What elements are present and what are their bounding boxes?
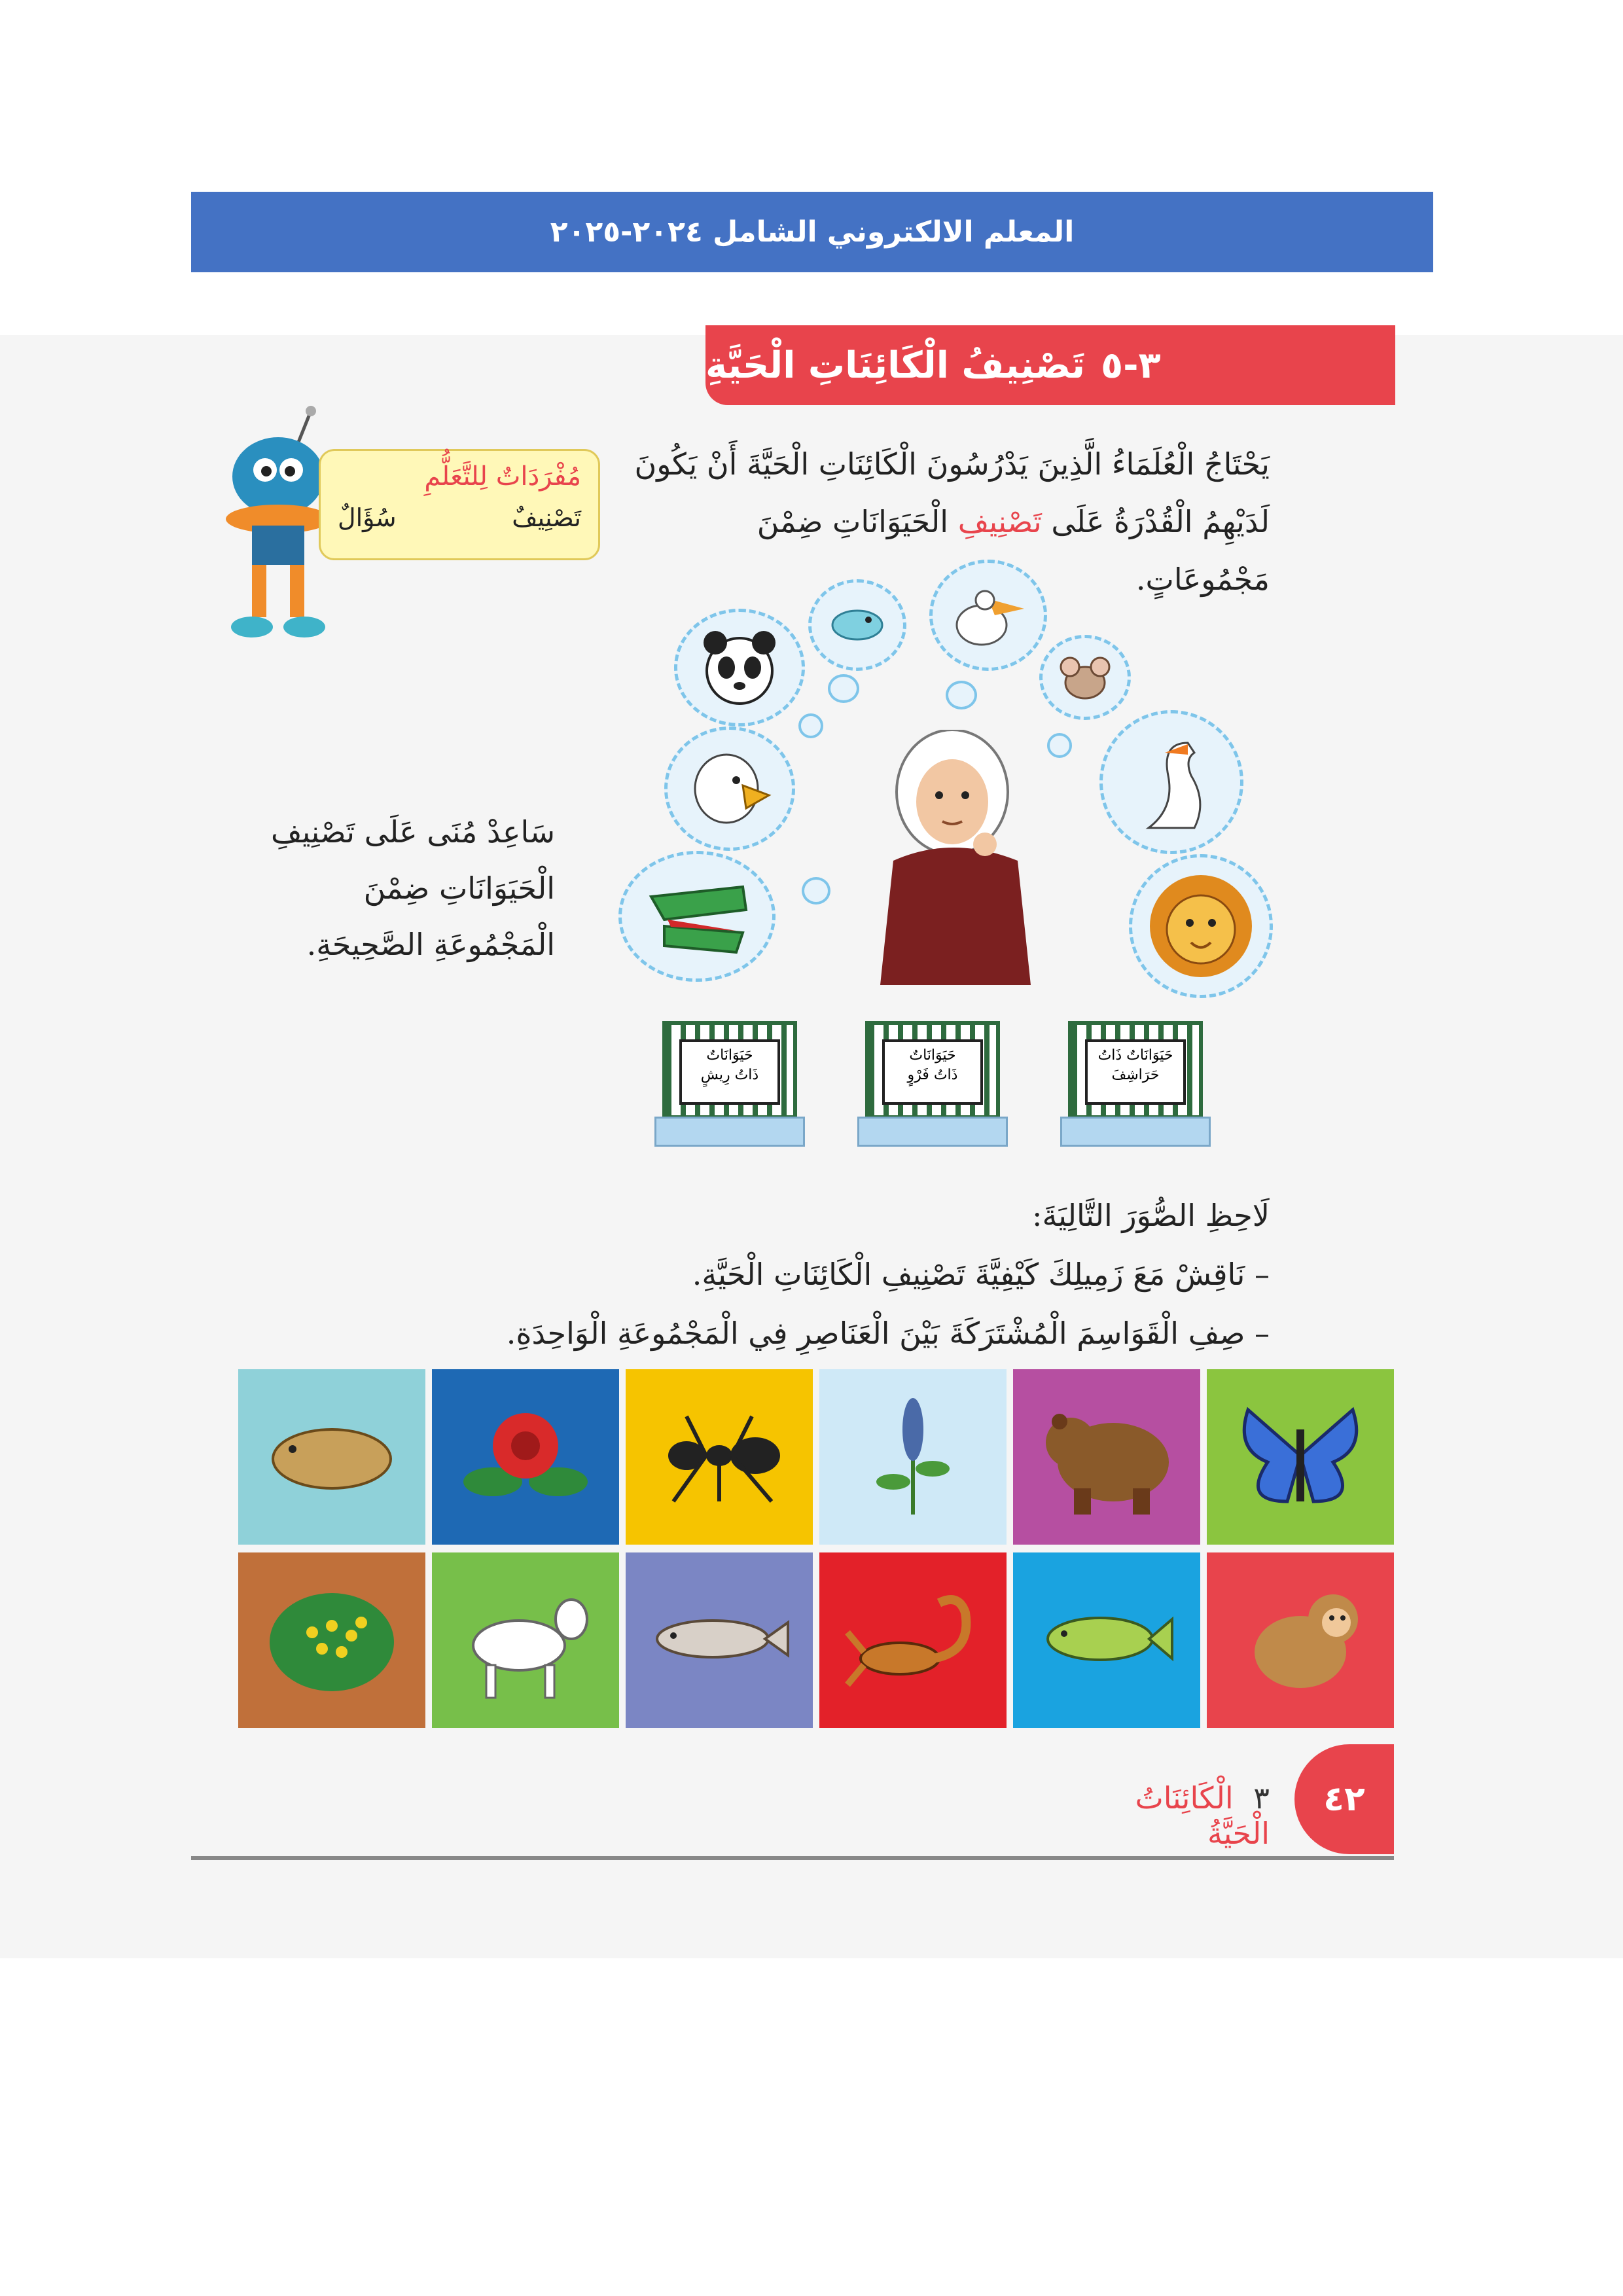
goat-icon (454, 1573, 597, 1707)
cage-sign-line-2: حَرَاشِفَ (1111, 1067, 1160, 1083)
intro-highlight: تَصْنِيفِ (957, 504, 1042, 539)
pelican-bubble (929, 560, 1047, 671)
cage-sign-line-1: حَيَوَانَاتٌ ذَاتُ (1097, 1047, 1173, 1064)
intro-line-1: يَحْتَاجُ الْعُلَمَاءُ الَّذِينَ يَدْرُسُونَ الْكَائِنَاتِ الْحَيَّةَ أَنْ يَكُونَ (634, 446, 1270, 482)
goat-tile (432, 1552, 619, 1728)
crocodile-bubble (618, 851, 776, 982)
cage-sign-line-2: ذَاتُ رِيشٍ (700, 1067, 759, 1083)
cage-sign-line-1: حَيَوَانَاتٌ (909, 1047, 956, 1064)
cage-fur (857, 1021, 1008, 1145)
mouse-icon (1056, 651, 1115, 704)
cage-sign (882, 1039, 983, 1105)
seal-tile (238, 1369, 425, 1545)
monkey-tile (1207, 1552, 1394, 1728)
monkey-icon (1228, 1573, 1372, 1707)
lizard-bubble (808, 579, 906, 671)
lesson-title: تَصْنِيفُ الْكَائِنَاتِ الْحَيَّةِ (705, 344, 1086, 387)
bear-tile (1013, 1369, 1200, 1545)
chapter-number: ٣ (1253, 1780, 1270, 1816)
eagle-bubble (664, 726, 795, 851)
swan-bubble (1099, 710, 1243, 854)
vocabulary-box (319, 449, 600, 560)
flower-icon (454, 1390, 597, 1524)
shrub-tile (238, 1552, 425, 1728)
eagle-icon (687, 746, 772, 831)
scorpion-icon (841, 1573, 985, 1707)
cage-sign-line-2: ذَاتُ فَرْوٍ (907, 1067, 958, 1083)
lion-bubble (1129, 854, 1273, 998)
pelican-icon (949, 579, 1027, 651)
seal-icon (260, 1390, 404, 1524)
fish-tile (1013, 1552, 1200, 1728)
instructions-item-2: – صِفِ الْقَوَاسِمَ الْمُشْتَرَكَةَ بَيْنَ الْعَنَاصِرِ فِي الْمَجْمُوعَةِ الْوَاحِدَةِ. (506, 1316, 1270, 1351)
cage-sign-line-1: حَيَوَانَاتٌ (706, 1047, 753, 1064)
vocab-word-question: سُؤَالٌ (338, 503, 397, 532)
side-question (267, 804, 555, 973)
instructions-item-1: – نَاقِشْ مَعَ زَمِيلِكَ كَيْفِيَّةَ تَصْنِيفِ الْكَائِنَاتِ الْحَيَّةِ. (692, 1257, 1270, 1292)
cage-sign (1085, 1039, 1186, 1105)
trout-icon (647, 1573, 791, 1707)
bear-icon (1035, 1390, 1179, 1524)
ant-icon (647, 1390, 791, 1524)
shrub-icon (260, 1573, 404, 1707)
vocabulary-title: مُفْرَدَاتٌ لِلتَّعَلُّمِ (424, 461, 581, 492)
page-number-text: ٤٢ (1323, 1780, 1365, 1819)
scorpion-tile (819, 1552, 1007, 1728)
plant-icon (841, 1390, 985, 1524)
cage-scales (1060, 1021, 1211, 1145)
swan-icon (1122, 730, 1221, 834)
lizard-icon (828, 599, 887, 651)
flower-tile (432, 1369, 619, 1545)
vocab-word-classification: تَصْنِيفٌ (512, 503, 581, 532)
chapter-title: الْكَائِنَاتُ الْحَيَّةُ (1135, 1780, 1270, 1851)
butterfly-tile (1207, 1369, 1394, 1545)
lion-icon (1145, 870, 1257, 982)
footer-divider (191, 1856, 1394, 1860)
intro-line-2-after: الْحَيَوَانَاتِ ضِمْنَ مَجْمُوعَاتٍ. (757, 504, 1270, 597)
banner-text: المعلم الالكتروني الشامل ٢٠٢٤-٢٠٢٥ (550, 215, 1075, 249)
thought-dot (1047, 733, 1072, 758)
panda-icon (697, 628, 782, 707)
thought-dot (828, 674, 859, 703)
butterfly-icon (1228, 1390, 1372, 1524)
instructions-heading: لَاحِظِ الصُّوَرَ التَّالِيَةَ: (1032, 1198, 1270, 1233)
cage-feathers (654, 1021, 805, 1145)
side-question-line-3: الْمَجْمُوعَةِ الصَّحِيحَةِ. (306, 927, 555, 962)
fish-icon (1035, 1573, 1179, 1707)
cage-sign (679, 1039, 780, 1105)
girl-character-icon (874, 730, 1044, 985)
side-question-line-1: سَاعِدْ مُنَى عَلَى تَصْنِيفِ (271, 814, 555, 850)
chapter-label (1073, 1780, 1270, 1851)
thought-dot (802, 877, 830, 905)
plant-tile (819, 1369, 1007, 1545)
mouse-bubble (1039, 635, 1131, 720)
site-banner (191, 192, 1433, 272)
instructions (497, 1186, 1270, 1363)
intro-line-2-before: لَدَيْهِمُ الْقُدْرَةُ عَلَى (1051, 504, 1270, 539)
lesson-title-bar (705, 325, 1395, 405)
thought-dot (946, 681, 977, 709)
lesson-number: ٣-٥ (1101, 344, 1161, 387)
thought-dot (798, 713, 823, 738)
ant-tile (626, 1369, 813, 1545)
trout-tile (626, 1552, 813, 1728)
side-question-line-2: الْحَيَوَانَاتِ ضِمْنَ (363, 870, 555, 906)
panda-bubble (674, 609, 805, 726)
crocodile-icon (638, 870, 756, 962)
